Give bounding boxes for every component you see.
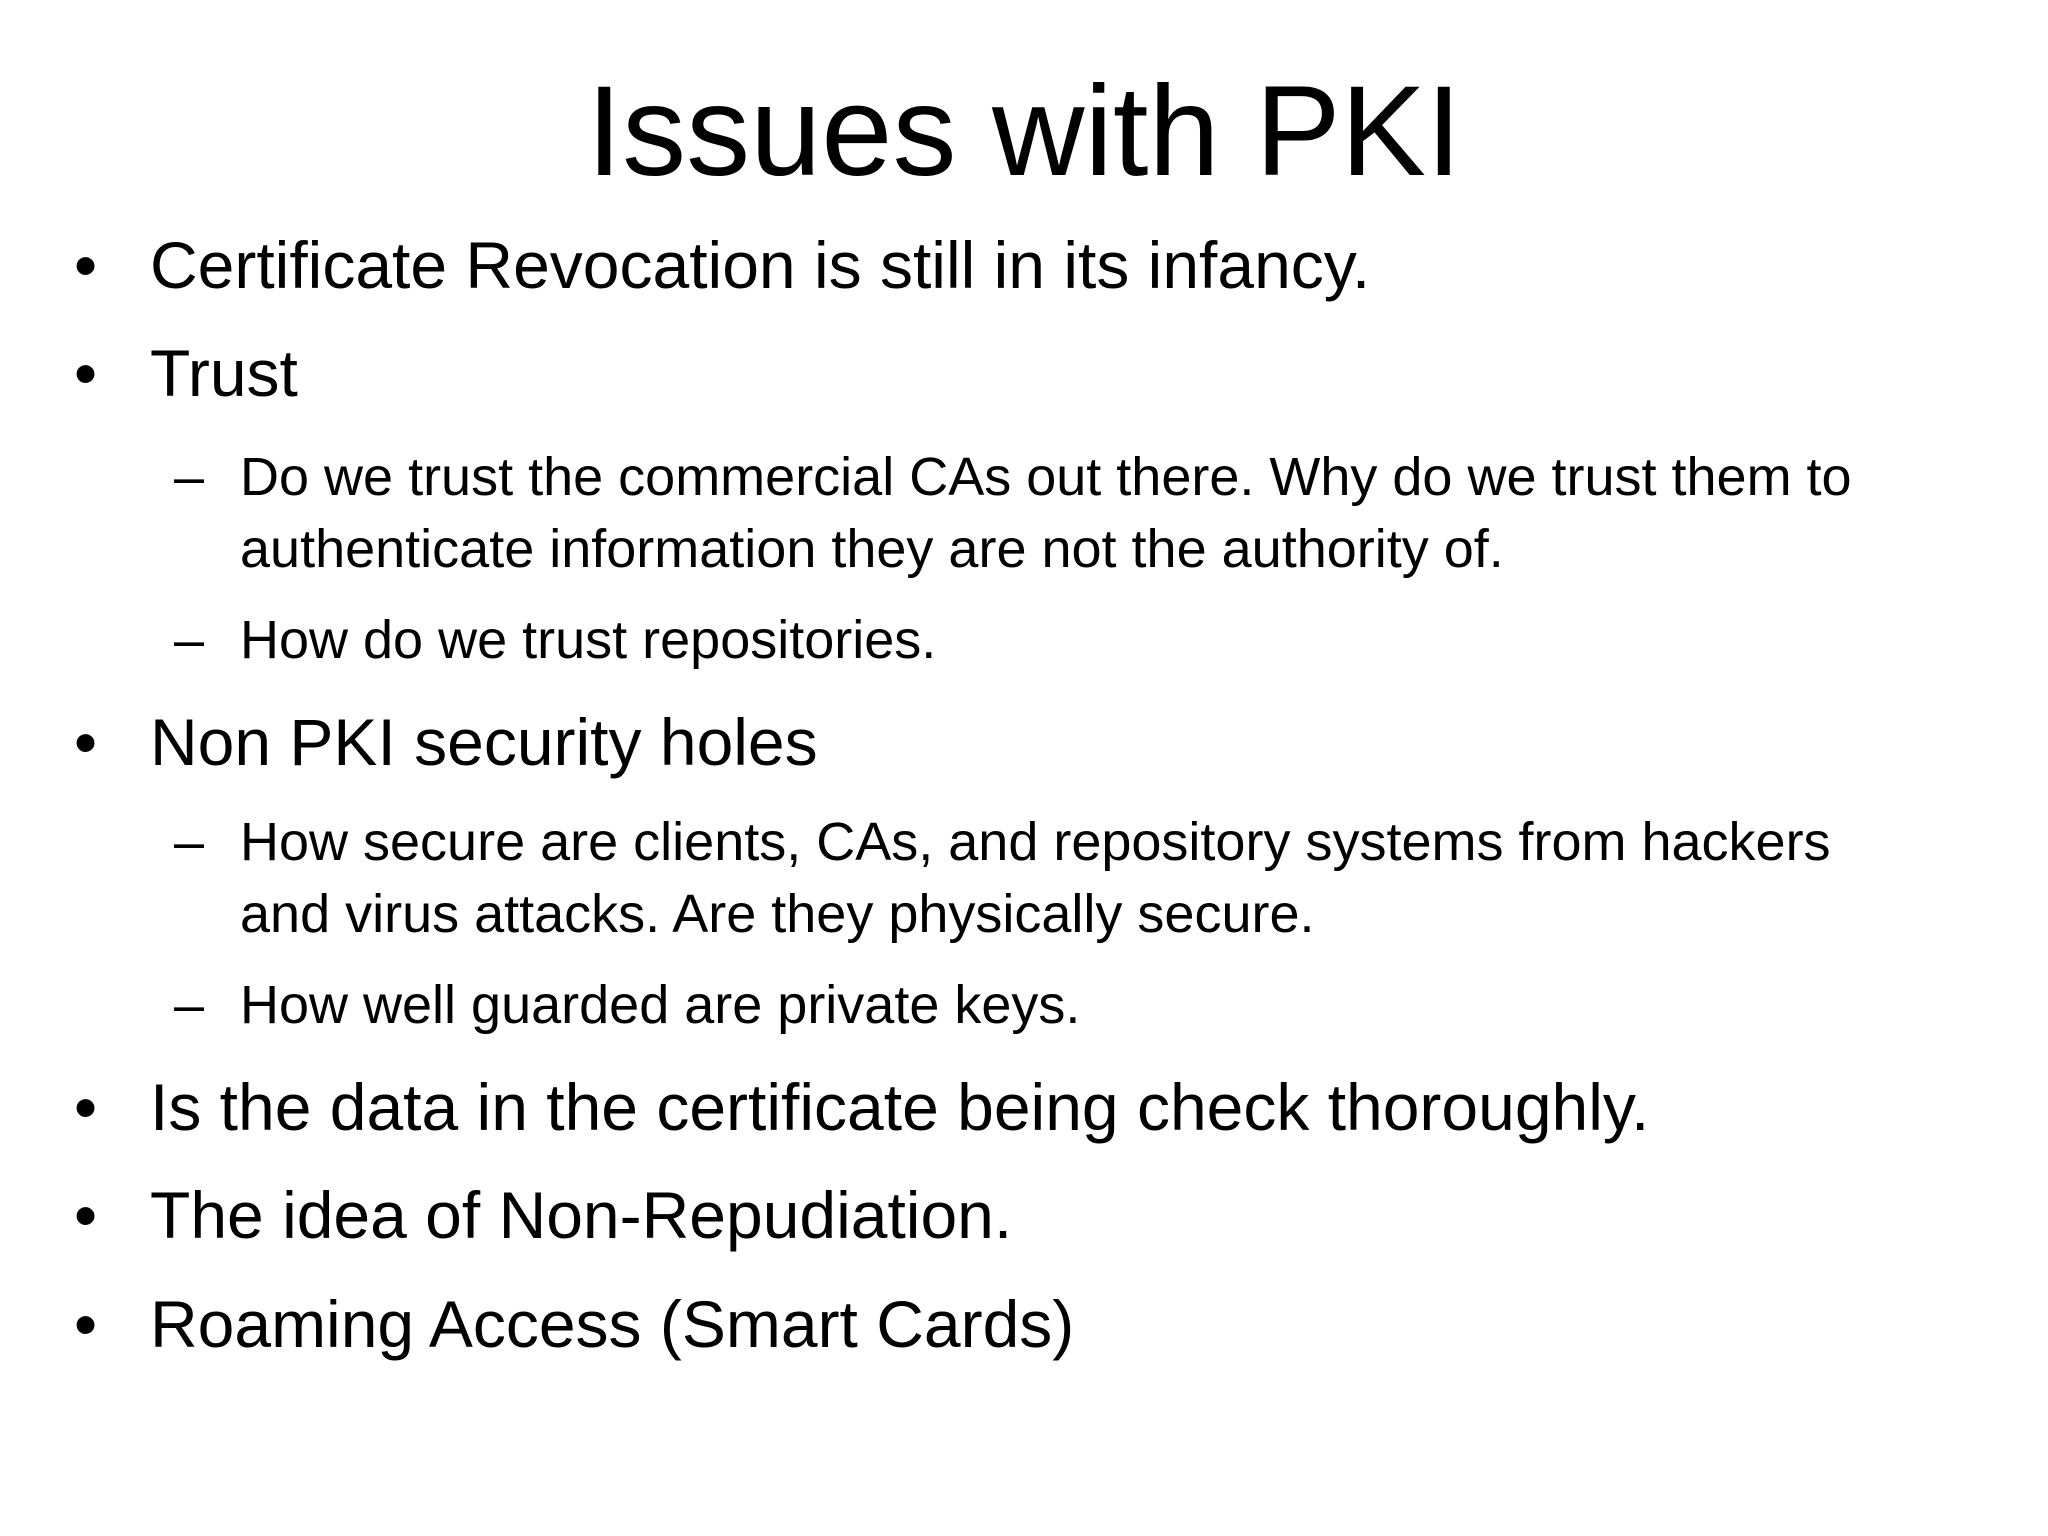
subbullet-text-line-2: authenticate information they are not the authority of. (240, 519, 1504, 579)
subbullet-text: How do we trust repositories. (240, 610, 937, 670)
bullet-text: Roaming Access (Smart Cards) (150, 1287, 1075, 1361)
bullet-marker: • (74, 336, 98, 410)
bullet-marker: • (74, 1070, 98, 1144)
subbullet-marker: – (174, 812, 205, 872)
bullet-text: The idea of Non-Repudiation. (150, 1178, 1013, 1252)
subbullet-text-line-1: Do we trust the commercial CAs out there. Why do we trust them to (240, 447, 1852, 507)
bullet-marker: • (74, 1178, 98, 1252)
slide-title: Issues with PKI (586, 60, 1462, 203)
bullet-text: Certificate Revocation is still in its infancy. (150, 228, 1371, 302)
subbullet-marker: – (174, 610, 205, 670)
bullet-text: Non PKI security holes (150, 705, 818, 779)
subbullet-text: How well guarded are private keys. (240, 975, 1081, 1035)
bullet-text: Is the data in the certificate being check thoroughly. (150, 1070, 1650, 1144)
subbullet-text-line-2: and virus attacks. Are they physically secure. (240, 884, 1315, 944)
bullet-marker: • (74, 1287, 98, 1361)
subbullet-text-line-1: How secure are clients, CAs, and repository systems from hackers (240, 812, 1831, 872)
bullet-marker: • (74, 705, 98, 779)
subbullet-marker: – (174, 447, 205, 507)
subbullet-marker: – (174, 975, 205, 1035)
bullet-text: Trust (150, 336, 298, 410)
bullet-marker: • (74, 228, 98, 302)
